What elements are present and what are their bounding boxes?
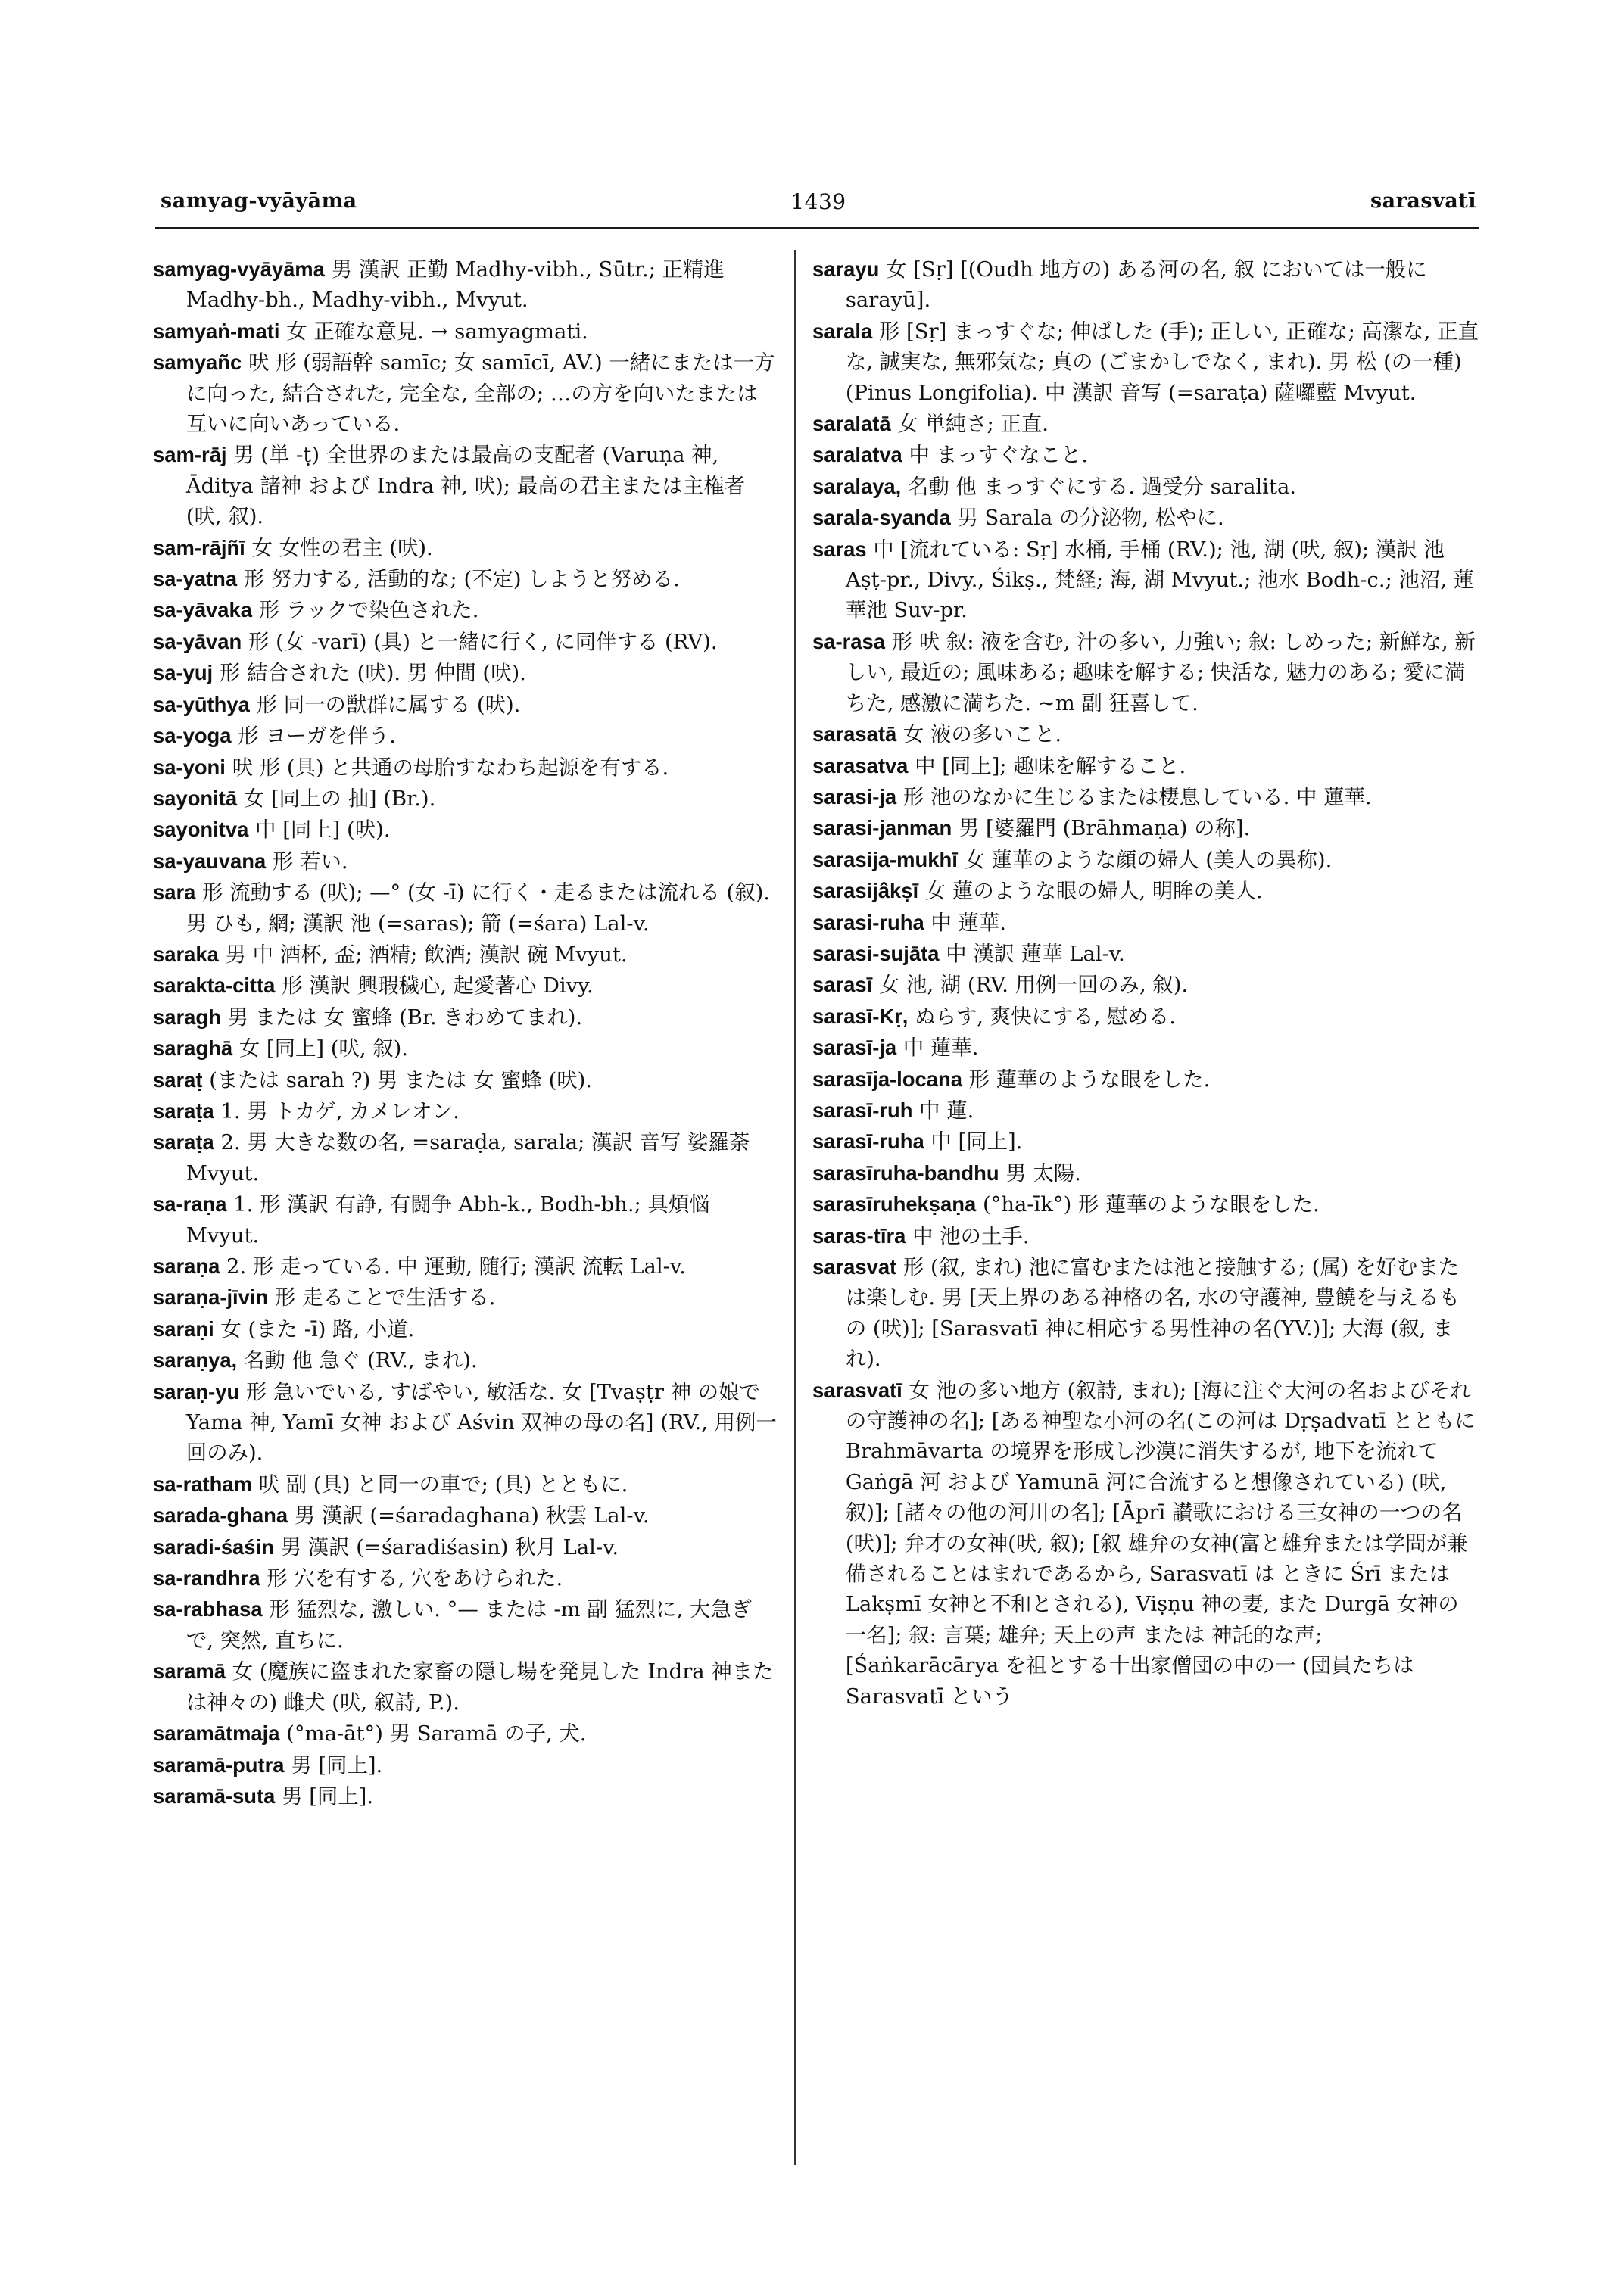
- entry-definition: 男 [同上].: [282, 1784, 374, 1809]
- entry-headword: sarasijâkṣī: [812, 879, 919, 903]
- entry-definition: 女 女性の君主 (吠).: [251, 536, 433, 560]
- dictionary-entry: [153, 1002, 778, 1033]
- dictionary-entry: [153, 1656, 778, 1718]
- dictionary-entry: [153, 1065, 778, 1096]
- dictionary-entry: [812, 1252, 1479, 1375]
- entry-definition: 形 [Sṛ] まっすぐな; 伸ばした (手); 正しい, 正確な; 高潔な, 正直な, 誠実な, 無邪気な; 真の (ごまかしでなく, まれ). 男 松 (の一種) (Pinus Longifolia). 中 漢訳 音写 (=saraṭa) 薩囉藍 Mvyut.: [845, 319, 1479, 405]
- dictionary-entry: [153, 1718, 778, 1749]
- entry-definition: 形 急いでいる, すばやい, 敏活な. 女 [Tvaṣṭr 神 の娘で Yama 神, Yamī 女神 および Aśvin 双神の母の名] (RV., 用例一回のみ).: [185, 1380, 777, 1466]
- entry-definition: 女 蓮華のような顔の婦人 (美人の異称).: [964, 848, 1333, 872]
- dictionary-entry: [812, 316, 1479, 409]
- entry-definition: 1. 男 トカゲ, カメレオン.: [220, 1099, 460, 1123]
- entry-definition: 中 漢訳 蓮華 Lal-v.: [946, 942, 1125, 966]
- left-column: [153, 254, 778, 2177]
- entry-headword: sarasvatī: [812, 1378, 902, 1402]
- entry-definition: 男 (単 -ṭ) 全世界のまたは最高の支配者 (Varuṇa 神, Āditya 諸神 および Indra 神, 吠); 最高の君主または主権者(吠, 叙).: [185, 444, 746, 529]
- dictionary-entry: [153, 316, 778, 347]
- entry-headword: saras-tīra: [812, 1223, 906, 1248]
- entry-headword: sarasatā: [812, 722, 897, 746]
- entry-headword: saras: [812, 537, 867, 561]
- entry-definition: 女 [Sṛ] [(Oudh 地方の) ある河の名, 叙 においては一般に sarayū].: [845, 258, 1427, 313]
- entry-definition: 女 [同上の 抽] (Br.).: [243, 787, 436, 811]
- dictionary-entry: [812, 908, 1479, 939]
- dictionary-entry: [153, 1563, 778, 1594]
- entry-headword: sara: [153, 880, 196, 905]
- entry-headword: saraṭa: [153, 1130, 214, 1154]
- dictionary-entry: [153, 1469, 778, 1500]
- entry-definition: 形 ヨーガを伴う.: [238, 724, 396, 749]
- entry-headword: sa-yatna: [153, 567, 238, 591]
- dictionary-entry: [812, 1189, 1479, 1220]
- entry-headword: sa-yāvan: [153, 629, 242, 653]
- dictionary-entry: [812, 1064, 1479, 1095]
- entry-definition: 女 [同上] (吠, 叙).: [238, 1037, 409, 1061]
- entry-headword: sa-randhra: [153, 1566, 260, 1590]
- entry-definition: 中 蓮.: [919, 1098, 974, 1123]
- entry-headword: sam-rājñī: [153, 535, 245, 559]
- entry-headword: saramā-putra: [153, 1752, 285, 1777]
- entry-headword: sarala-syanda: [812, 506, 951, 530]
- entry-definition: 男 Sarala の分泌物, 松やに.: [957, 506, 1224, 531]
- entry-definition: 中 まっすぐなこと.: [909, 444, 1089, 468]
- entry-headword: saraṇi: [153, 1316, 214, 1341]
- entry-headword: sa-yuj: [153, 661, 214, 685]
- entry-headword: sa-rasa: [812, 629, 885, 653]
- dictionary-entry: [153, 721, 778, 752]
- entry-headword: sa-yoni: [153, 755, 226, 779]
- dictionary-entry: [812, 1221, 1479, 1252]
- dictionary-entry: [153, 1096, 778, 1127]
- entry-headword: sarasīruha-bandhu: [812, 1161, 999, 1185]
- dictionary-entry: [153, 440, 778, 532]
- entry-definition: 女 正確な意見. → samyagmati.: [286, 319, 588, 344]
- dictionary-entry: [812, 845, 1479, 876]
- dictionary-entry: [812, 939, 1479, 970]
- entry-headword: saraṇa: [153, 1254, 220, 1278]
- entry-headword: sarasīruhekṣaṇa: [812, 1192, 977, 1217]
- entry-definition: 男 漢訳 正勤 Madhy-vibh., Sūtr.; 正精進 Madhy-bh., Madhy-vibh., Mvyut.: [185, 258, 725, 313]
- entry-headword: sam-rāj: [153, 443, 227, 467]
- dictionary-entry: [153, 595, 778, 626]
- entry-definition: 形 努力する, 活動的な; (不定) しようと努める.: [243, 568, 680, 592]
- dictionary-entry: [153, 690, 778, 721]
- entry-definition: 中 池の土手.: [912, 1224, 1030, 1248]
- dictionary-entry: [812, 1158, 1479, 1189]
- entry-headword: saradi-śaśin: [153, 1534, 274, 1559]
- dictionary-entry: [812, 813, 1479, 844]
- dictionary-entry: [812, 440, 1479, 471]
- dictionary-entry: [153, 1033, 778, 1064]
- entry-definition: (°ma-āt°) 男 Saramā の子, 犬.: [286, 1722, 587, 1746]
- entry-headword: samyag-vyāyāma: [153, 257, 325, 281]
- entry-definition: (または sarah ?) 男 または 女 蜜蜂 (吠).: [209, 1068, 593, 1092]
- entry-definition: 中 [同上].: [930, 1130, 1023, 1154]
- entry-headword: sayonitā: [153, 786, 238, 810]
- entry-headword: sarasī-ja: [812, 1036, 897, 1060]
- dictionary-entry: [812, 1095, 1479, 1126]
- entry-definition: 女 単純さ; 正直.: [897, 413, 1049, 437]
- entry-headword: sarasi-ja: [812, 784, 897, 808]
- entry-headword: sarakta-citta: [153, 974, 276, 998]
- entry-headword: sa-yoga: [153, 724, 232, 748]
- entry-definition: 吠 副 (具) と同一の車で; (具) とともに.: [258, 1472, 628, 1497]
- entry-definition: 形 ラックで染色された.: [258, 599, 479, 623]
- entry-definition: 形 (叙, まれ) 池に富むまたは池と接触する; (属) を好むまたは楽しむ. 男 [天上界のある神格の名, 水の守護神, 豊饒を与えるもの (吠)]; [Sarasvatī 神に相応する男性神の名(YV.)]; 大海 (叙, まれ).: [845, 1256, 1460, 1372]
- dictionary-entry: [153, 254, 778, 316]
- dictionary-entry: [812, 1126, 1479, 1157]
- entry-headword: samyaṅ-mati: [153, 319, 280, 343]
- entry-headword: sa-yāvaka: [153, 598, 252, 622]
- dictionary-entry: [153, 564, 778, 595]
- dictionary-entry: [812, 1002, 1479, 1033]
- entry-headword: sa-yūthya: [153, 692, 250, 716]
- entry-headword: sarasatva: [812, 753, 909, 777]
- entry-definition: ぬらす, 爽快にする, 慰める.: [915, 1005, 1176, 1029]
- entry-definition: 形 猛烈な, 激しい. °— または -m 副 猛烈に, 大急ぎで, 突然, 直ちに.: [185, 1598, 753, 1653]
- entry-definition: 形 吠 叙: 液を含む, 汁の多い, 力強い; 叙: しめった; 新鮮な, 新しい, 最近の; 風味ある; 趣味を解する; 快活な, 魅力のある; 愛に満ちた, 感激に満ちた. ~m 副 狂喜して.: [845, 630, 1476, 715]
- dictionary-entry: [153, 1377, 778, 1469]
- entry-headword: sarasvat: [812, 1255, 897, 1279]
- entry-headword: saramā-suta: [153, 1784, 276, 1808]
- dictionary-entry: [812, 409, 1479, 440]
- entry-definition: 形 穴を有する, 穴をあけられた.: [267, 1567, 563, 1591]
- dictionary-entry: [153, 815, 778, 846]
- dictionary-entry: [812, 472, 1479, 503]
- entry-definition: 中 [流れている: Sṛ] 水桶, 手桶 (RV.); 池, 湖 (吠, 叙); 漢訳 池 Aṣṭ-pr., Divy., Śikṣ., 梵経; 海, 湖 Mvyut.; 池水 Bodh-c.; 池沼, 蓮華池 Suv-pr.: [845, 537, 1475, 623]
- entry-definition: 中 [同上] (吠).: [255, 818, 391, 843]
- entry-definition: 女 (魔族に盗まれた家畜の隠し場を発見した Indra 神または神々の) 雌犬 (吠, 叙詩, P.).: [185, 1660, 774, 1715]
- entry-definition: 形 走ることで生活する.: [274, 1286, 496, 1310]
- dictionary-entry: [812, 876, 1479, 907]
- entry-headword: sarasī: [812, 973, 873, 997]
- entry-headword: sarasī-Kṛ,: [812, 1004, 909, 1028]
- entry-definition: 名動 他 急ぐ (RV., まれ).: [243, 1349, 478, 1373]
- entry-headword: sa-rabhasa: [153, 1597, 263, 1622]
- entry-headword: saramātmaja: [153, 1721, 280, 1746]
- dictionary-entry: [153, 939, 778, 970]
- dictionary-entry: [153, 1189, 778, 1251]
- entry-headword: sayonitva: [153, 818, 249, 842]
- dictionary-entry: [153, 1750, 778, 1781]
- entry-headword: sa-ratham: [153, 1472, 252, 1496]
- entry-definition: 男 中 酒杯, 盃; 酒精; 飲酒; 漢訳 碗 Mvyut.: [225, 942, 628, 967]
- entry-headword: sarasija-mukhī: [812, 847, 958, 871]
- dictionary-entry: [812, 254, 1479, 316]
- dictionary-entry: [153, 970, 778, 1002]
- entry-definition: 男 漢訳 (=śaradaghana) 秋雲 Lal-v.: [294, 1504, 650, 1528]
- dictionary-entry: [153, 752, 778, 784]
- dictionary-entry: [153, 1781, 778, 1812]
- entry-definition: 男 [同上].: [291, 1753, 383, 1777]
- entry-definition: 男 漢訳 (=śaradiśasin) 秋月 Lal-v.: [280, 1535, 619, 1559]
- entry-headword: saralatā: [812, 412, 891, 436]
- dictionary-entry: [153, 1251, 778, 1282]
- entry-definition: 女 池の多い地方 (叙詩, まれ); [海に注ぐ大河の名およびそれの守護神の名]; [ある神聖な小河の名(この河は Dṛṣadvatī とともに Brahmāvarta の境界を形成し沙漠に消失するが, 地下を流れて Gaṅgā 河 および Yamunā 河に合流すると想像されている) (吠, 叙)]; [諸々の他の河川の名]; [Āprī 讃歌における三女神の一つの名(吠)]; 弁才の女神(吠, 叙); [叙 雄弁の女神(富と雄弁または学問が兼備されることはまれであるから, Sarasvatī は ときに Śrī または Lakṣmī 女神と不和とされる), Viṣṇu 神の妻, また Durgā 女神の一名]; 叙: 言葉; 雄弁; 天上の声 または 神託的な声; [Śaṅkarācārya を祖とする十出家僧団の中の一 (団員たちは Sarasvatī という: [845, 1379, 1476, 1709]
- page-number: 1439: [790, 189, 846, 214]
- entry-definition: 女 液の多いこと.: [902, 723, 1062, 747]
- entry-headword: sa-yauvana: [153, 849, 267, 873]
- dictionary-entry: [153, 1532, 778, 1563]
- dictionary-entry: [153, 784, 778, 815]
- dictionary-entry: [812, 751, 1479, 782]
- entry-definition: 形 (女 -varī) (具) と一緒に行く, に同伴する (RV).: [248, 630, 718, 654]
- dictionary-entry: [153, 1282, 778, 1313]
- entry-definition: 中 [同上]; 趣味を解すること.: [915, 754, 1186, 778]
- dictionary-entry: [153, 846, 778, 877]
- entry-headword: saralatva: [812, 443, 902, 467]
- page-header: [161, 189, 1476, 220]
- dictionary-entry: [812, 1033, 1479, 1064]
- dictionary-entry: [812, 503, 1479, 534]
- entry-headword: saraka: [153, 942, 219, 966]
- entry-headword: saraṭ: [153, 1067, 203, 1092]
- entry-definition: 男 [婆羅門 (Brāhmaṇa) の称].: [958, 817, 1251, 841]
- entry-definition: 女 池, 湖 (RV. 用例一回のみ, 叙).: [878, 974, 1189, 998]
- entry-headword: sarala: [812, 319, 873, 343]
- entry-headword: saralaya,: [812, 474, 902, 498]
- entry-definition: 形 蓮華のような眼をした.: [968, 1067, 1211, 1092]
- entry-definition: 女 (また -ī) 路, 小道.: [220, 1317, 415, 1341]
- entry-definition: (°ha-īk°) 形 蓮華のような眼をした.: [982, 1193, 1320, 1217]
- entry-headword: saramā: [153, 1659, 226, 1684]
- dictionary-entry: [153, 1127, 778, 1189]
- dictionary-entry: [153, 658, 778, 689]
- entry-definition: 名動 他 まっすぐにする. 過受分 saralita.: [908, 475, 1296, 499]
- header-left-guideword: samyag-vyāyāma: [161, 189, 357, 213]
- dictionary-entry: [153, 347, 778, 440]
- entry-definition: 中 蓮華.: [930, 911, 1006, 935]
- entry-definition: 形 結合された (吠). 男 仲間 (吠).: [219, 662, 526, 686]
- entry-headword: sarasī-ruha: [812, 1129, 924, 1154]
- entry-headword: saraṇa-jīvin: [153, 1285, 269, 1310]
- entry-definition: 男 または 女 蜜蜂 (Br. きわめてまれ).: [227, 1005, 583, 1030]
- entry-headword: samyañc: [153, 350, 242, 375]
- entry-definition: 形 流動する (吠); —° (女 -ī) に行く・走るまたは流れる (叙). 男 ひも, 網; 漢訳 池 (=saras); 箭 (=śara) Lal-v.: [185, 881, 771, 936]
- entry-headword: sarasīja-locana: [812, 1067, 962, 1091]
- right-column: [812, 254, 1479, 2177]
- entry-headword: sarasi-janman: [812, 816, 952, 840]
- header-right-guideword: sarasvatī: [1370, 189, 1476, 213]
- dictionary-entry: [153, 1500, 778, 1531]
- dictionary-entry: [153, 1345, 778, 1376]
- entry-definition: 吠 形 (具) と共通の母胎すなわち起源を有する.: [232, 756, 669, 780]
- entry-definition: 形 同一の獣群に属する (吠).: [256, 693, 521, 717]
- entry-definition: 男 太陽.: [1005, 1161, 1081, 1185]
- entry-headword: saraghā: [153, 1036, 233, 1061]
- entry-headword: saraṭa: [153, 1098, 214, 1123]
- entry-definition: 形 若い.: [272, 849, 348, 874]
- dictionary-entry: [812, 782, 1479, 813]
- dictionary-entry: [153, 1314, 778, 1345]
- entry-definition: 吠 形 (弱語幹 samīc; 女 samīcī, AV.) 一緒にまたは一方に向った, 結合された, 完全な, 全部の; …の方を向いたまたは互いに向いあっている.: [185, 351, 775, 437]
- entry-definition: 形 池のなかに生じるまたは棲息している. 中 蓮華.: [902, 785, 1372, 809]
- entry-definition: 2. 男 大きな数の名, =saraḍa, sarala; 漢訳 音写 娑羅荼 Mvyut.: [185, 1131, 750, 1185]
- entry-definition: 女 蓮のような眼の婦人, 明眸の美人.: [924, 880, 1263, 904]
- header-rule: [155, 227, 1479, 229]
- entry-definition: 形 漢訳 興瑕穢心, 起愛著心 Divy.: [282, 974, 594, 999]
- entry-definition: 中 蓮華.: [902, 1036, 979, 1061]
- entry-definition: 2. 形 走っている. 中 運動, 随行; 漢訳 流転 Lal-v.: [226, 1255, 686, 1279]
- entry-headword: sarasī-ruh: [812, 1098, 913, 1122]
- entry-headword: saraṇ-yu: [153, 1379, 240, 1404]
- dictionary-entry: [812, 1375, 1479, 1712]
- dictionary-entry: [153, 627, 778, 658]
- dictionary-entry: [812, 970, 1479, 1001]
- entry-headword: sarada-ghana: [153, 1503, 288, 1528]
- entry-headword: sarayu: [812, 257, 880, 281]
- entry-definition: 1. 形 漢訳 有諍, 有闘争 Abh-k., Bodh-bh.; 具煩悩 Mvyut.: [185, 1193, 710, 1248]
- dictionary-entry: [812, 627, 1479, 719]
- column-divider: [794, 250, 796, 2165]
- entry-headword: saraṇya,: [153, 1348, 238, 1372]
- dictionary-entry: [153, 1594, 778, 1656]
- entry-headword: sarasi-ruha: [812, 910, 924, 934]
- dictionary-entry: [812, 534, 1479, 627]
- dictionary-entry: [812, 719, 1479, 750]
- entry-headword: sa-raṇa: [153, 1192, 227, 1217]
- dictionary-entry: [153, 877, 778, 939]
- entry-headword: sarasi-sujāta: [812, 941, 940, 965]
- entry-headword: saragh: [153, 1005, 221, 1029]
- dictionary-entry: [153, 533, 778, 564]
